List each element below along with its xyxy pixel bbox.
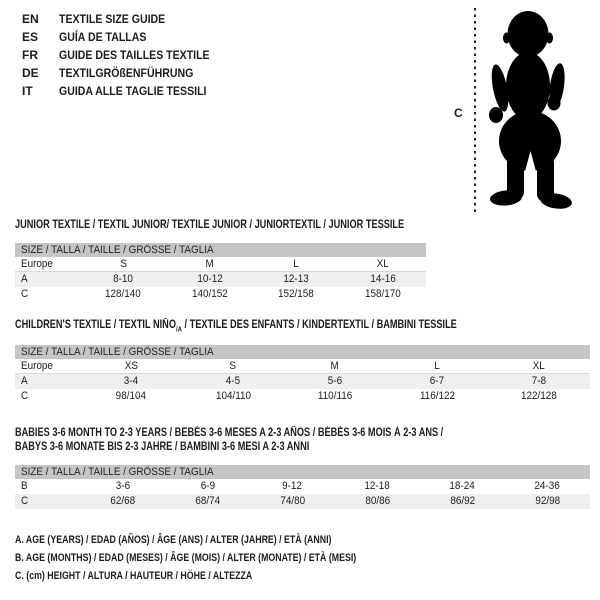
lang-row-en [22, 10, 230, 28]
row-label: Europe [21, 258, 53, 270]
row-value: 9-12 [282, 480, 303, 492]
table-title: BABIES 3-6 MONTH TO 2-3 YEARS / BEBÉS 3-6 MESES A 2-3 AÑOS / BÉBÉS 3-6 MOIS À 2-3 ANS / BABYS 3-6 MONATE BIS 2-3 JAHRE / BAMBINI 3-6 MESI A 2-3 ANNI [15, 427, 444, 453]
row-value: 6-7 [429, 375, 445, 387]
table-row [15, 257, 426, 272]
note-a: A. AGE (YEARS) / EDAD (AÑOS) / ÂGE (ANS) / ALTER (JAHRE) / ETÀ (ANNI) [15, 534, 332, 546]
row-value: 5-6 [327, 375, 343, 387]
lang-code: FR [22, 48, 38, 62]
table-header-bar: SIZE / TALLA / TAILLE / GRÖSSE / TAGLIA [15, 243, 426, 257]
row-label: C [21, 390, 29, 402]
legend-notes [15, 531, 442, 585]
row-label: A [21, 375, 28, 387]
table-row [15, 389, 590, 404]
row-value: 8-10 [113, 273, 134, 285]
lang-title: GUÍA DE TALLAS [59, 30, 147, 44]
lang-code: EN [22, 12, 39, 26]
row-value: S [119, 258, 127, 270]
row-label: Europe [21, 360, 53, 372]
table-title: CHILDREN'S TEXTILE / TEXTIL $NIÑO_{/A}$ / TEXTILE DES ENFANTS / KINDERTEXTIL / BAMBINI TESSILE [15, 319, 457, 334]
row-value: 80/86 [365, 495, 390, 507]
row-value: 152/158 [278, 288, 315, 300]
table-row [15, 272, 426, 287]
row-value: 116/122 [419, 390, 455, 402]
row-value: 3-6 [115, 480, 130, 492]
row-value: XL [376, 258, 389, 270]
note-b: B. AGE (MONTHS) / EDAD (MESES) / ÂGE (MOIS) / ALTER (MONATE) / ETÀ (MESI) [15, 552, 357, 564]
baby-silhouette-icon [480, 8, 582, 212]
row-value: 122/128 [521, 390, 557, 402]
lang-title: GUIDA ALLE TAGLIE TESSILI [59, 84, 207, 98]
row-value: 3-4 [123, 375, 139, 387]
row-value: S [229, 360, 237, 372]
note-c: C. (cm) HEIGHT / ALTURA / HAUTEUR / HÖHE / ALTEZZA [15, 570, 253, 582]
title-subscript: /A [175, 324, 182, 334]
row-value: 74/80 [280, 495, 305, 507]
row-value: L [293, 258, 300, 270]
lang-title: TEXTILE SIZE GUIDE [59, 12, 166, 26]
row-label: C [21, 495, 29, 507]
lang-row-it [22, 82, 230, 100]
table-header-bar: SIZE / TALLA / TAILLE / GRÖSSE / TAGLIA [15, 345, 590, 359]
row-value: 110/116 [317, 390, 353, 402]
lang-row-es [22, 28, 230, 46]
table-row [15, 287, 426, 302]
language-title-list [22, 10, 230, 100]
lang-code: IT [22, 84, 33, 98]
row-value: 98/104 [115, 390, 147, 402]
row-value: 24-36 [534, 480, 561, 492]
row-value: 104/110 [215, 390, 251, 402]
table-header-bar: SIZE / TALLA / TAILLE / GRÖSSE / TAGLIA [15, 465, 590, 479]
babies-textile-table [15, 426, 590, 512]
row-value: 92/98 [535, 495, 560, 507]
row-value: 12-18 [364, 480, 391, 492]
table-row [15, 494, 590, 509]
row-value: 7-8 [531, 375, 547, 387]
children-textile-table [15, 318, 590, 408]
row-value: XS [124, 360, 138, 372]
lang-code: ES [22, 30, 39, 44]
table-row [15, 359, 590, 374]
row-value: 12-13 [283, 273, 309, 285]
height-measure-label: C [454, 106, 463, 120]
row-value: 4-5 [225, 375, 241, 387]
table-row [15, 479, 590, 494]
lang-row-de [22, 64, 230, 82]
lang-title: GUIDE DES TAILLES TEXTILE [59, 48, 210, 62]
height-measure-dotted-line [474, 8, 476, 213]
lang-code: DE [22, 66, 39, 80]
table-row [15, 374, 590, 389]
table-title: JUNIOR TEXTILE / TEXTIL JUNIOR/ TEXTILE JUNIOR / JUNIORTEXTIL / JUNIOR TESSILE [15, 219, 405, 231]
row-value: 10-12 [197, 273, 223, 285]
row-value: 86/92 [450, 495, 475, 507]
junior-textile-table [15, 218, 426, 308]
row-label: A [21, 273, 28, 285]
row-value: 68/74 [195, 495, 220, 507]
row-value: 62/68 [110, 495, 135, 507]
row-label: C [21, 288, 29, 300]
lang-row-fr [22, 46, 230, 64]
row-value: M [330, 360, 340, 372]
row-value: 14-16 [370, 273, 396, 285]
row-value: 140/152 [191, 288, 228, 300]
row-value: 128/140 [105, 288, 142, 300]
lang-title: TEXTILGRÖßENFÜHRUNG [59, 66, 194, 80]
row-value: 158/170 [364, 288, 401, 300]
row-value: 6-9 [200, 480, 215, 492]
row-value: L [434, 360, 440, 372]
row-value: XL [532, 360, 546, 372]
row-label: B [21, 480, 28, 492]
row-value: M [205, 258, 214, 270]
row-value: 18-24 [449, 480, 476, 492]
